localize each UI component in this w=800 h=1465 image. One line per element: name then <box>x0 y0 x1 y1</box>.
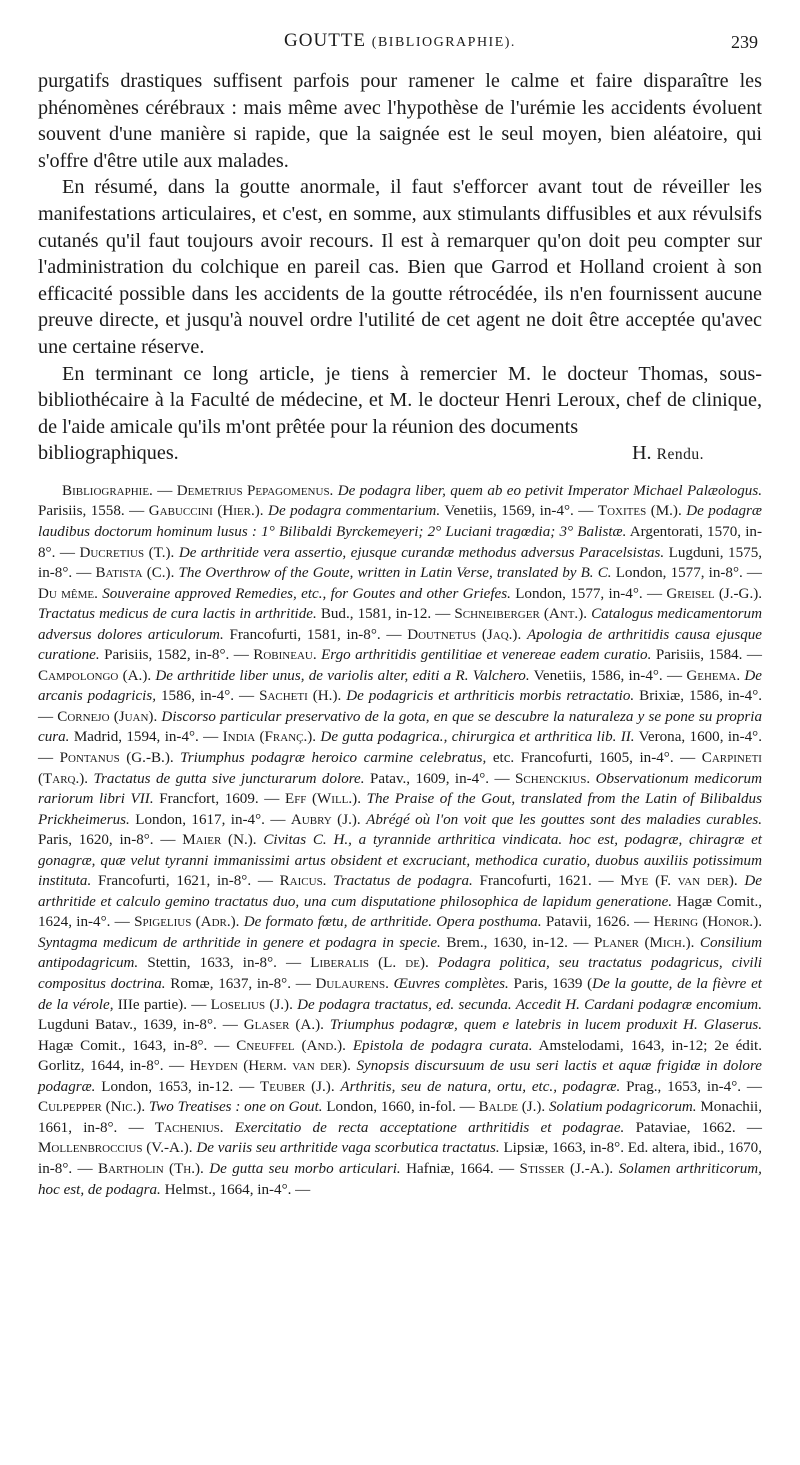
entry-title: De arthritide et calculo gemino tractatus duo, una cum disputatione philosophica de lapidum generatione. <box>38 873 762 910</box>
entry-imprint: Parisiis, 1582, in-8°. <box>104 647 230 664</box>
entry-imprint: Francofurti, 1621. <box>479 873 592 890</box>
signature-name: Rendu. <box>656 446 704 464</box>
entry-author: Robineau. <box>253 647 317 664</box>
entry-author: Du même. <box>38 585 98 602</box>
entry-title: Two Treatises : one on Gout. <box>148 1099 323 1116</box>
page-number: 239 <box>731 32 758 52</box>
entry-author: Toxites (M.). <box>597 503 682 520</box>
entry-imprint: Paris, 1620, in-8°. <box>38 832 154 849</box>
bibliography-list: Bibliographie. — Demetrius Pepagomenus. De podagra liber, quem ab eo petivit Imperator Michael Palæologus. Parisiis, 1558. — Gabuccini (Hier.). De podagra commentarium. Venetiis, 1569, in-4°. — Toxites (M.). De podagræ laudibus doctorum hominum lusus : 1° Bilibaldi Byrckemeyeri; 2° Luciani tragœdia; 3° Balistæ. Argentorati, 1570, in-8°. — Ducretius (T.). De arthritide vera assertio, ejusque curandæ methodus adversus Paracelsistas. Lugduni, 1575, in-8°. — Batista (C.). The Overthrow of the Goute, written in Latin Verse, translated by B. C. London, 1577, in-8°. — Du même. Souveraine approved Remedies, etc., for Goutes and other Griefes. London, 1577, in-4°. — Greisel (J.-G.). Tractatus medicus de cura lactis in arthritide. Bud., 1581, in-12. — Schneiberger (Ant.). Catalogus medicamentorum adversus dolores articulorum. Francofurti, 1581, in-8°. — Doutnetus (Jaq.). Apologia de arthritidis causa ejusque curatione. Parisiis, 1582, in-8°. — Robineau. Ergo arthritidis gentilitiae et venereae eadem curatio. Parisiis, 1584. — Campolongo (A.). De arthritide liber unus, de variolis alter, editi a R. Valchero. Venetiis, 1586, in-4°. — Gehema. De arcanis podagricis, 1586, in-4°. — Sacheti (H.). De podagricis et arthriticis morbis retractatio. Brixiæ, 1586, in-4°. — Cornejo (Juan). Discorso particular preservativo de la gota, en que se descubre la naturaleza y se pone su propria cura. Madrid, 1594, in-4°. — India (Franç.). De gutta podagrica., chirurgica et arthritica lib. II. Verona, 1600, in-4°. — Pontanus (G.-B.). Triumphus podagræ heroico carmine celebratus, etc. Francofurti, 1605, in-4°. — Carpineti (Tarq.). Tractatus de gutta sive juncturarum dolore. Patav., 1609, in-4°. — Schenckius. Observationum medicorum rariorum libri VII. Francfort, 1609. — Eff (Will.). The Praise of the Gout, translated from the Latin of Bilibaldus Prickheimerus. London, 1617, in-4°. — Aubry (J.). Abrégé où l'on voit que les gouttes sont des maladies curables. Paris, 1620, in-8°. — Maier (N.). Civitas C. H., a tyrannide arthritica vindicata. hoc est, podagræ, chiragræ et gonagræ, quæ velut tyranni immanissimi artus obsident et excruciant, methodica curatio, duobus auxiliis potissimum instituta. Francofurti, 1621, in-8°. — Raicus. Tractatus de podagra. Francofurti, 1621. — Mye (F. van der). De arthritide et calculo gemino tractatus duo, una cum disputatione philosophica de lapidum generatione. Hagæ Comit., 1624, in-4°. — Spigelius (Adr.). De formato fœtu, de arthritide. Opera posthuma. Patavii, 1626. — Hering (Honor.). Syntagma medicum de arthritide in genere et podagra in specie. Brem., 1630, in-12. — Planer (Mich.). Consilium antipodagricum. Stettin, 1633, in-8°. — Liberalis (L. de). Podagra politica, seu tractatus podagricus, civili compositus doctrina. Romæ, 1637, in-8°. — Dulaurens. Œuvres complètes. Paris, 1639 (De la goutte, de la fièvre et de la vérole, IIIe partie). — Loselius (J.). De podagra tractatus, ed. secunda. Accedit H. Cardani podagræ encomium. Lugduni Batav., 1639, in-8°. — Glaser (A.). Triumphus podagræ, quem e latebris in lucem produxit H. Glaserus. Hagæ Comit., 1643, in-8°. — Cneuffel (And.). Epistola de podagra curata. Amstelodami, 1643, in-12; 2e édit. Gorlitz, 1644, in-8°. — Heyden (Herm. van der). Synopsis discursuum de usu seri lactis et aquæ frigidæ in dolore podagræ. London, 1653, in-12. — Teuber (J.). Arthritis, seu de natura, ortu, etc., podagræ. Prag., 1653, in-4°. — Culpepper (Nic.). Two Treatises : one on Gout. London, 1660, in-fol. — Balde (J.). Solatium podagricorum. Monachii, 1661, in-8°. — Tachenius. Exercitatio de recta acceptatione arthritidis et podagrae. Pataviae, 1662. — Mollenbroccius (V.-A.). De variis seu arthritide vaga scorbutica tractatus. Lipsiæ, 1663, in-8°. Ed. altera, ibid., 1670, in-8°. — Bartholin (Th.). De gutta seu morbo articulari. Hafniæ, 1664. — Stisser (J.-A.). Solamen arthriticorum, hoc est, de podagra. Helmst., 1664, in-4°. — <box>38 482 763 1198</box>
running-title-sub: (BIBLIOGRAPHIE). <box>371 35 516 50</box>
entry-title: The Overthrow of the Goute, written in Latin Verse, translated by B. C. <box>178 565 612 582</box>
entry-author: Sacheti (H.). <box>259 688 342 705</box>
bibliography-entry <box>223 729 762 745</box>
entry-author: Gehema. <box>686 667 741 684</box>
entry-imprint: Lugduni, 1575, in-8°. <box>38 544 763 582</box>
paragraph: En terminant ce long article, je tiens à remercier M. le docteur Thomas, sous-bibliothécaire à la Faculté de médecine, et M. le docteur Henri Leroux, chef de clinique, de l'aide amicale qu'ils m'ont prêtée pour la réunion des documents <box>38 362 762 438</box>
bibliography-entry <box>149 503 574 519</box>
entry-imprint: Hagæ Comit., 1624, in-4°. <box>38 893 762 931</box>
entry-title: De gutta seu morbo articulari. <box>209 1160 401 1177</box>
entry-title: Apologia de arthritidis causa ejusque curatione. <box>38 626 763 664</box>
entry-author: Spigelius (Adr.). <box>134 914 240 931</box>
bibliography-entry <box>253 647 742 663</box>
entry-title: Triumphus podagræ heroico carmine celebratus, <box>180 750 487 767</box>
entry-imprint: Patav., 1609, in-4°. <box>369 770 490 787</box>
entry-imprint: Pataviae, 1662. <box>635 1119 736 1136</box>
entry-imprint: 1586, in-4°. <box>161 688 235 705</box>
entry-imprint: Bud., 1581, in-12. <box>320 606 432 623</box>
entry-author: Eff (Will.). <box>284 791 361 808</box>
entry-author: Teuber (J.). <box>260 1078 335 1095</box>
entry-imprint: Hafniæ, 1664. <box>406 1160 494 1177</box>
entry-title: Arthritis, seu de natura, ortu, etc., podagræ. <box>340 1078 621 1095</box>
entry-imprint: Francfort, 1609. <box>159 791 259 808</box>
bibliography-entry <box>38 1099 456 1115</box>
entry-author: Heyden (Herm. van der). <box>189 1058 351 1075</box>
entry-imprint: Parisiis, 1584. <box>655 647 743 664</box>
entry-title: Ergo arthritidis gentilitiae et venereae eadem curatio. <box>321 647 652 664</box>
entry-title: De variis seu arthritide vaga scorbutica tractatus. <box>196 1140 500 1157</box>
entry-imprint: Hagæ Comit., 1643, in-8°. <box>38 1037 208 1054</box>
entry-title: De podagra commentarium. <box>268 503 441 520</box>
entry-author: Stisser (J.-A.). <box>519 1160 614 1177</box>
bibliography-entry: (De la goutte, de la fièvre et de la vérole, IIIe partie). <box>38 976 762 1013</box>
entry-imprint: London, 1577, in-8°. <box>615 565 743 582</box>
entry-author: Balde (J.). <box>478 1099 546 1116</box>
author-signature <box>632 440 704 469</box>
entry-imprint: London, 1653, in-12. <box>101 1078 234 1095</box>
entry-title: Podagra politica, seu tractatus podagricus, civili compositus doctrina. <box>38 955 762 993</box>
entry-imprint: Lugduni Batav., 1639, in-8°. <box>38 1017 217 1034</box>
entry-author: Cornejo (Juan). <box>57 708 158 725</box>
entry-imprint: Romæ, 1637, in-8°. <box>170 976 291 993</box>
entry-author: Schenckius. <box>515 770 591 787</box>
bibliography-entry <box>60 750 674 766</box>
entry-imprint: Lipsiæ, 1663, in-8°. Ed. altera, ibid., 1670, in-8°. <box>38 1140 763 1177</box>
entry-author: Raicus. <box>279 873 327 890</box>
entry-title: The Praise of the Gout, translated from the Latin of Bilibaldus Prickheimerus. <box>38 791 762 828</box>
entry-author: Demetrius Pepagomenus. <box>176 482 334 499</box>
entry-author: Campolongo (A.). <box>38 667 152 684</box>
entry-imprint: Venetiis, 1586, in-4°. <box>533 667 663 684</box>
paragraph-last-line: bibliographiques. <box>38 442 179 465</box>
bibliography-entry <box>316 976 583 992</box>
entry-author: Glaser (A.). <box>243 1017 324 1034</box>
entry-author: Mye (F. van der). <box>620 873 738 890</box>
entry-author: Dulaurens. <box>315 976 389 993</box>
entry-author: Mollenbroccius (V.-A.). <box>38 1140 193 1157</box>
entry-title: De podagra liber, quem ab eo petivit Imperator Michael Palæologus. <box>337 482 762 499</box>
entry-title: De gutta podagrica., chirurgica et arthritica lib. II. <box>320 729 635 746</box>
entry-author: Planer (Mich.). <box>593 934 695 951</box>
entry-title: Observationum medicorum rariorum libri VII. <box>38 770 762 808</box>
entry-title: Tractatus de gutta sive juncturarum dolore. <box>93 770 365 787</box>
running-head <box>38 30 762 58</box>
entry-imprint: etc. Francofurti, 1605, in-4°. <box>492 750 674 767</box>
bibliography-entry <box>134 914 630 930</box>
article-body <box>38 68 762 469</box>
entry-imprint: London, 1577, in-4°. <box>515 585 643 602</box>
entry-imprint: Francofurti, 1581, in-8°. <box>229 626 381 643</box>
entry-title: Exercitatio de recta acceptatione arthritidis et podagrae. <box>234 1119 625 1136</box>
paragraph: En résumé, dans la goutte anormale, il faut s'efforcer avant tout de réveiller les manifestations articulaires, et c'est, en somme, aux stimulants diffusibles et aux révulsifs cutanés qu'il faut toujours avoir recours. Il est à remarquer qu'on doit peu compter sur l'administration du colchique en pareil cas. Bien que Garrod et Holland croient à son efficacité possible dans les accidents de la goutte rétrocédée, ils n'en fournissent aucune preuve directe, et jusqu'à nouvel ordre l'utilité de cet agent ne doit être acceptée qu'avec une certaine réserve. <box>38 176 762 358</box>
entry-author: Doutnetus (Jaq.). <box>407 626 522 643</box>
entry-title: Solatium podagricorum. <box>548 1099 697 1116</box>
running-title <box>38 30 762 52</box>
entry-author: Schneiberger (Ant.). <box>454 606 588 623</box>
entry-author: Greisel (J.-G.). <box>666 585 763 602</box>
bibliography-entry <box>38 586 643 602</box>
bibliography-heading: Bibliographie. <box>62 482 153 499</box>
bibliography-entry <box>98 1161 494 1177</box>
entry-title: De arthritide liber unus, de variolis alter, editi a R. Valchero. <box>155 667 530 684</box>
entry-imprint: Brem., 1630, in-12. <box>446 934 568 951</box>
bibliography-entry <box>260 1079 741 1095</box>
entry-author: Hering (Honor.). <box>653 914 762 931</box>
entry-author: Maier (N.). <box>182 832 257 849</box>
signature-initial: H. <box>631 442 652 465</box>
entry-imprint: Paris, 1639 <box>513 976 583 993</box>
entry-title: De podagra tractatus, ed. secunda. Accedit H. Cardani podagræ encomium. <box>297 996 762 1013</box>
entry-imprint: Patavii, 1626. <box>545 914 630 931</box>
entry-imprint: London, 1660, in-fol. <box>326 1099 456 1116</box>
entry-title: Tractatus medicus de cura lactis in arthritide. <box>38 606 317 623</box>
entry-imprint: Prag., 1653, in-4°. <box>626 1078 742 1095</box>
entry-title: Solamen arthriticorum, hoc est, de podagra. <box>38 1160 762 1198</box>
entry-title: Syntagma medicum de arthritide in genere et podagra in specie. <box>38 934 441 951</box>
entry-imprint: Verona, 1600, in-4°. <box>638 729 762 746</box>
entry-author: Tachenius. <box>154 1119 224 1136</box>
entry-title: Civitas C. H., a tyrannide arthritica vindicata. hoc est, podagræ, chiragræ et gonagræ, quæ velut tyranni immanissimi artus obsident et excruciant, methodica curatio, duobus auxiliis potissimum instituta. <box>38 832 763 890</box>
entry-author: Cneuffel (And.). <box>236 1037 346 1054</box>
entry-author: Liberalis (L. de). <box>310 955 429 972</box>
entry-title: Catalogus medicamentorum adversus dolores articulorum. <box>38 606 762 643</box>
running-title-main: GOUTTE <box>284 30 367 51</box>
entry-imprint: Parisiis, 1558. <box>38 503 125 520</box>
entry-imprint: Brixiæ, 1586, in-4°. <box>639 688 763 705</box>
entry-title: Consilium antipodagricum. <box>38 934 762 972</box>
entry-title: De formato fœtu, de arthritide. Opera posthuma. <box>243 914 542 931</box>
entry-title: Synopsis discursuum de usu seri lactis et aquæ frigidæ in dolore podagræ. <box>38 1058 762 1095</box>
entry-author: Aubry (J.). <box>290 811 361 828</box>
entry-title: Epistola de podagra curata. <box>352 1037 533 1054</box>
entry-title: Souveraine approved Remedies, etc., for Goutes and other Griefes. <box>102 585 511 602</box>
entry-imprint: London, 1617, in-4°. <box>135 811 265 828</box>
entry-title: De podagricis et arthriticis morbis retractatio. <box>346 688 635 705</box>
entry-title: De arcanis podagricis, <box>38 667 763 705</box>
entry-imprint: Madrid, 1594, in-4°. <box>73 729 199 746</box>
entry-imprint: Monachii, 1661, in-8°. <box>38 1099 762 1136</box>
entry-title: Discorso particular preservativo de la gota, en que se descubre la naturaleza y se pone su propria cura. <box>38 708 762 746</box>
entry-title: De podagræ laudibus doctorum hominum lusus : 1° Bilibaldi Byrckemeyeri; 2° Luciani tragœdia; 3° Balistæ. <box>38 503 762 540</box>
entry-author: Gabuccini (Hier.). <box>148 503 264 520</box>
bibliography-entry <box>38 668 663 684</box>
entry-title: Triumphus podagræ, quem e latebris in lucem produxit H. Glaserus. <box>329 1017 763 1034</box>
entry-imprint: Stettin, 1633, in-8°. <box>147 955 277 972</box>
entry-author: India (Franç.). <box>222 729 317 746</box>
bibliography-entry <box>259 688 762 704</box>
paragraph: purgatifs drastiques suffisent parfois pour ramener le calme et faire disparaître les phénomènes cérébraux : mais même avec l'hypothèse de l'urémie les accidents évoluent souvent d'une manière si rapide, que la saignée est le seul moyen, bien aléatoire, qui s'offre d'être utile aux malades. <box>38 70 762 172</box>
entry-author: Batista (C.). <box>95 565 175 582</box>
entry-author: Ducretius (T.). <box>79 544 175 561</box>
entry-imprint: Helmst., 1664, in-4°. — <box>164 1181 311 1198</box>
bibliography-entry <box>155 1120 736 1136</box>
entry-title: Œuvres complètes. <box>393 976 509 993</box>
entry-author: Bartholin (Th.). <box>98 1160 204 1177</box>
entry-title: De la goutte, de la fièvre et de la vérole, <box>38 976 762 1013</box>
bibliography <box>38 481 762 1200</box>
entry-title: Tractatus de podagra. <box>333 873 473 890</box>
entry-imprint: Amstelodami, 1643, in-12; 2e édit. Gorlitz, 1644, in-8°. <box>38 1037 762 1075</box>
entry-author: Pontanus (G.-B.). <box>59 750 174 767</box>
entry-imprint: Argentorati, 1570, in-8°. <box>38 524 762 561</box>
entry-imprint: Francofurti, 1621, in-8°. <box>97 873 252 890</box>
entry-title: Abrégé où l'on voit que les gouttes sont des maladies curables. <box>366 811 762 828</box>
signature-line <box>38 440 762 469</box>
entry-title: De arthritide vera assertio, ejusque curandæ methodus adversus Paracelsistas. <box>178 544 665 561</box>
entry-author: Culpepper (Nic.). <box>38 1099 146 1116</box>
entry-imprint: Venetiis, 1569, in-4°. <box>444 503 574 520</box>
bibliography-entry <box>280 873 592 889</box>
entry-author: Carpineti (Tarq.). <box>38 750 762 787</box>
entry-author: Loselius (J.). <box>210 996 293 1013</box>
entry-imprint: IIIe partie). <box>117 996 187 1013</box>
bibliography-entry <box>95 565 742 581</box>
